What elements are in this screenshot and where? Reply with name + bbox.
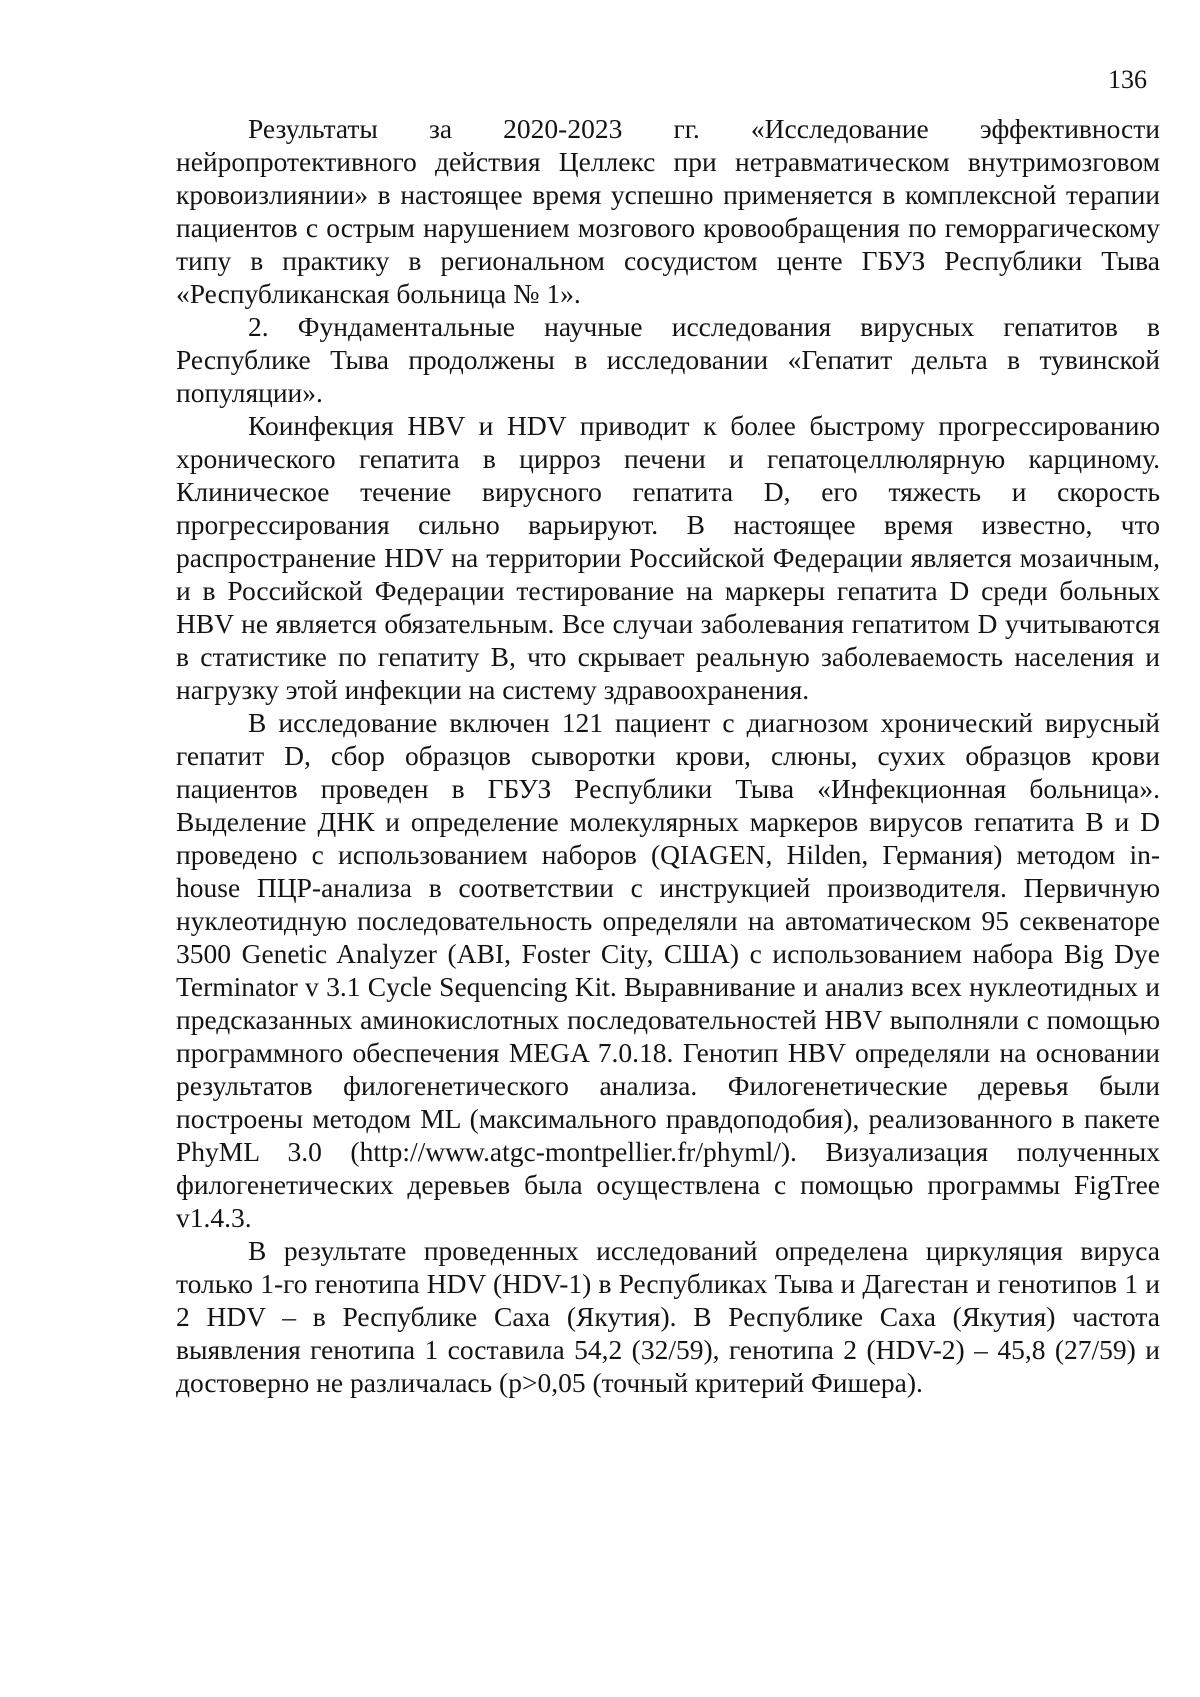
page-number: 136	[1108, 65, 1147, 94]
paragraph-hepatitis-research: 2. Фундаментальные научные исследования вирусных гепатитов в Республике Тыва продолжены в исследовании «Гепатит дельта в тувинской популяции».	[176, 311, 1160, 408]
paragraph-cellex-results: Результаты за 2020-2023 гг. «Исследование эффективности нейропротективного действия Целлекс при нетравматическом внутримозговом кровоизлиянии» в настоящее время успешно применяется в комплексной терапии пациентов с острым нарушением мозгового кровообращения по геморрагическому типу в практику в региональном сосудистом центе ГБУЗ Республики Тыва «Республиканская больница № 1».	[176, 113, 1160, 309]
paragraph-study-methods: В исследование включен 121 пациент с диагнозом хронический вирусный гепатит D, сбор образцов сыворотки крови, слюны, сухих образцов крови пациентов проведен в ГБУЗ Республики Тыва «Инфекционная больница». Выделение ДНК и определение молекулярных маркеров вирусов гепатита B и D проведено с использованием наборов (QIAGEN, Hilden, Германия) методом in-house ПЦР-анализа в соответствии с инструкцией производителя. Первичную нуклеотидную последовательность определяли на автоматическом 95 секвенаторе 3500 Genetic Analyzer (ABI, Foster City, США) с использованием набора Big Dye Terminator v 3.1 Cycle Sequencing Kit. Выравнивание и анализ всех нуклеотидных и предсказанных аминокислотных последовательностей HBV выполняли с помощью программного обеспечения MEGA 7.0.18. Генотип HBV определяли на основании результатов филогенетического анализа. Филогенетические деревья были построены методом ML (максимального правдоподобия), реализованного в пакете PhyML 3.0 (http://www.atgc-montpellier.fr/phyml/). Визуализация полученных филогенетических деревьев была осуществлена с помощью программы FigTree v1.4.3.	[176, 707, 1160, 1233]
body-text	[176, 112, 1160, 1399]
paragraph-study-results: В результате проведенных исследований определена циркуляция вируса только 1-го генотипа HDV (HDV-1) в Республиках Тыва и Дагестан и генотипов 1 и 2 HDV – в Республике Саха (Якутия). В Республике Саха (Якутия) частота выявления генотипа 1 составила 54,2 (32/59), генотипа 2 (HDV-2) – 45,8 (27/59) и достоверно не различалась (p>0,05 (точный критерий Фишера).	[176, 1235, 1160, 1398]
paragraph-hbv-hdv-coinfection: Коинфекция HBV и HDV приводит к более быстрому прогрессированию хронического гепатита в цирроз печени и гепатоцеллюлярную карциному. Клиническое течение вирусного гепатита D, его тяжесть и скорость прогрессирования сильно варьируют. В настоящее время известно, что распространение HDV на территории Российской Федерации является мозаичным, и в Российской Федерации тестирование на маркеры гепатита D среди больных HBV не является обязательным. Все случаи заболевания гепатитом D учитываются в статистике по гепатиту B, что скрывает реальную заболеваемость населения и нагрузку этой инфекции на систему здравоохранения.	[176, 410, 1160, 705]
